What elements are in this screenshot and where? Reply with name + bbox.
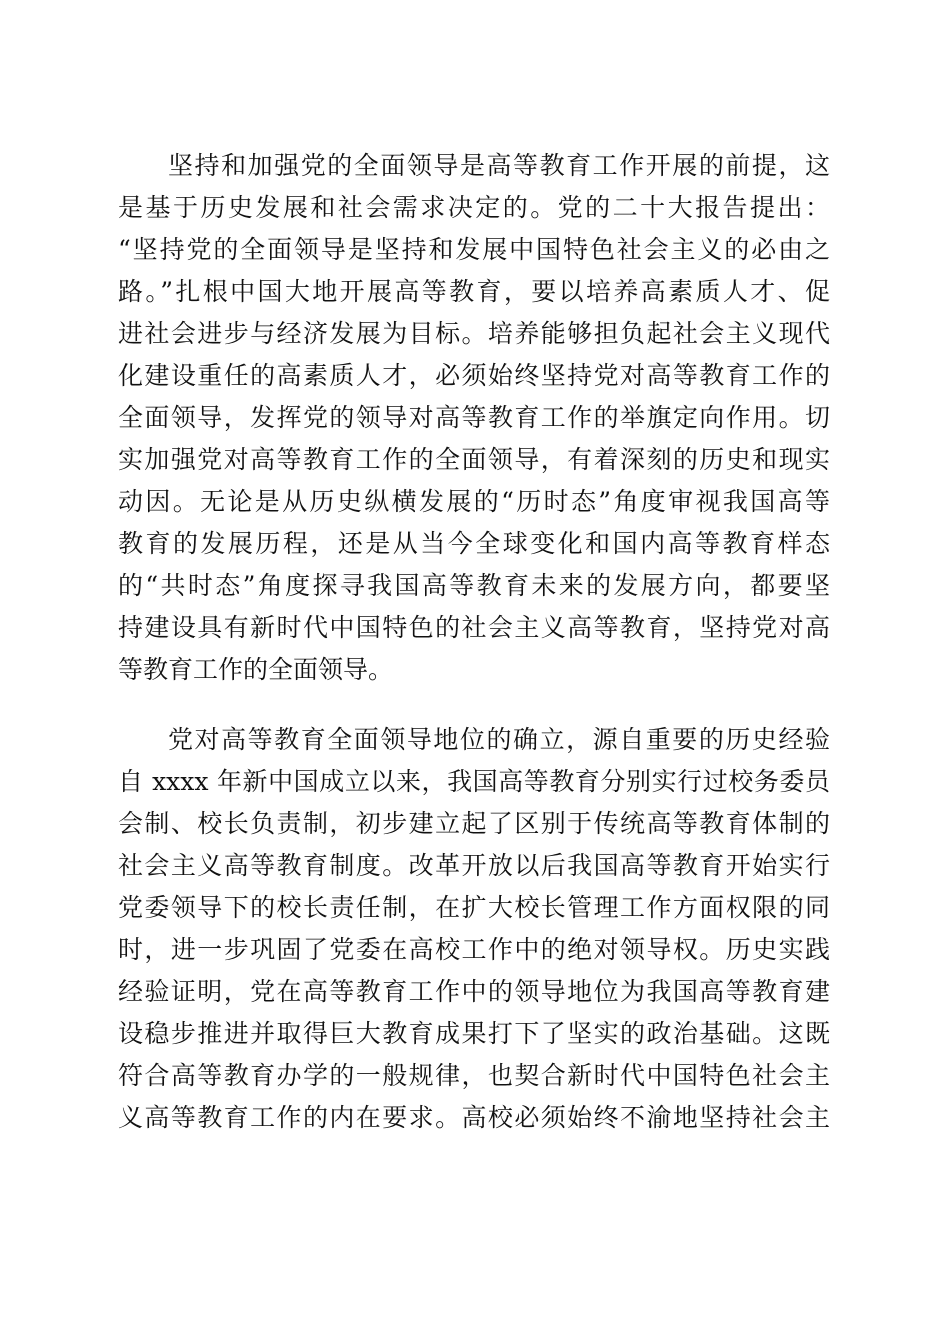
paragraph-line: 进社会进步与经济发展为目标。培养能够担负起社会主义现代: [118, 319, 830, 348]
paragraph-line: 自 xxxx 年新中国成立以来，我国高等教育分别实行过校务委员: [118, 767, 830, 796]
paragraph-line: 义高等教育工作的内在要求。高校必须始终不渝地坚持社会主: [118, 1103, 830, 1132]
paragraph-line: 持建设具有新时代中国特色的社会主义高等教育，坚持党对高: [118, 613, 830, 642]
paragraph-line: 等教育工作的全面领导。: [118, 655, 394, 684]
paragraph-line: 经验证明，党在高等教育工作中的领导地位为我国高等教育建: [118, 977, 830, 1006]
paragraph-line: 会制、校长负责制，初步建立起了区别于传统高等教育体制的: [118, 809, 830, 838]
paragraph-line: 化建设重任的高素质人才，必须始终坚持党对高等教育工作的: [118, 361, 830, 390]
paragraph-line: 坚持和加强党的全面领导是高等教育工作开展的前提，这: [168, 151, 830, 180]
paragraph-line: 党对高等教育全面领导地位的确立，源自重要的历史经验: [168, 725, 830, 754]
paragraph-line: 动因。无论是从历史纵横发展的“历时态”角度审视我国高等: [118, 487, 830, 516]
paragraph-line: 全面领导，发挥党的领导对高等教育工作的举旗定向作用。切: [118, 403, 830, 432]
paragraph-line: 时，进一步巩固了党委在高校工作中的绝对领导权。历史实践: [118, 935, 830, 964]
paragraph-line: 符合高等教育办学的一般规律，也契合新时代中国特色社会主: [118, 1061, 830, 1090]
paragraph-line: 是基于历史发展和社会需求决定的。党的二十大报告提出：: [118, 193, 830, 222]
paragraph-line: 教育的发展历程，还是从当今全球变化和国内高等教育样态: [118, 529, 830, 558]
paragraph-line: 社会主义高等教育制度。改革开放以后我国高等教育开始实行: [118, 851, 830, 880]
paragraph-line: 党委领导下的校长责任制，在扩大校长管理工作方面权限的同: [118, 893, 830, 922]
paragraph-line: 实加强党对高等教育工作的全面领导，有着深刻的历史和现实: [118, 445, 830, 474]
paragraph-line: 的“共时态”角度探寻我国高等教育未来的发展方向，都要坚: [118, 571, 830, 600]
paragraph-line: “坚持党的全面领导是坚持和发展中国特色社会主义的必由之: [118, 235, 830, 264]
paragraph-line: 设稳步推进并取得巨大教育成果打下了坚实的政治基础。这既: [118, 1019, 830, 1048]
paragraph-line: 路。”扎根中国大地开展高等教育，要以培养高素质人才、促: [118, 277, 830, 306]
